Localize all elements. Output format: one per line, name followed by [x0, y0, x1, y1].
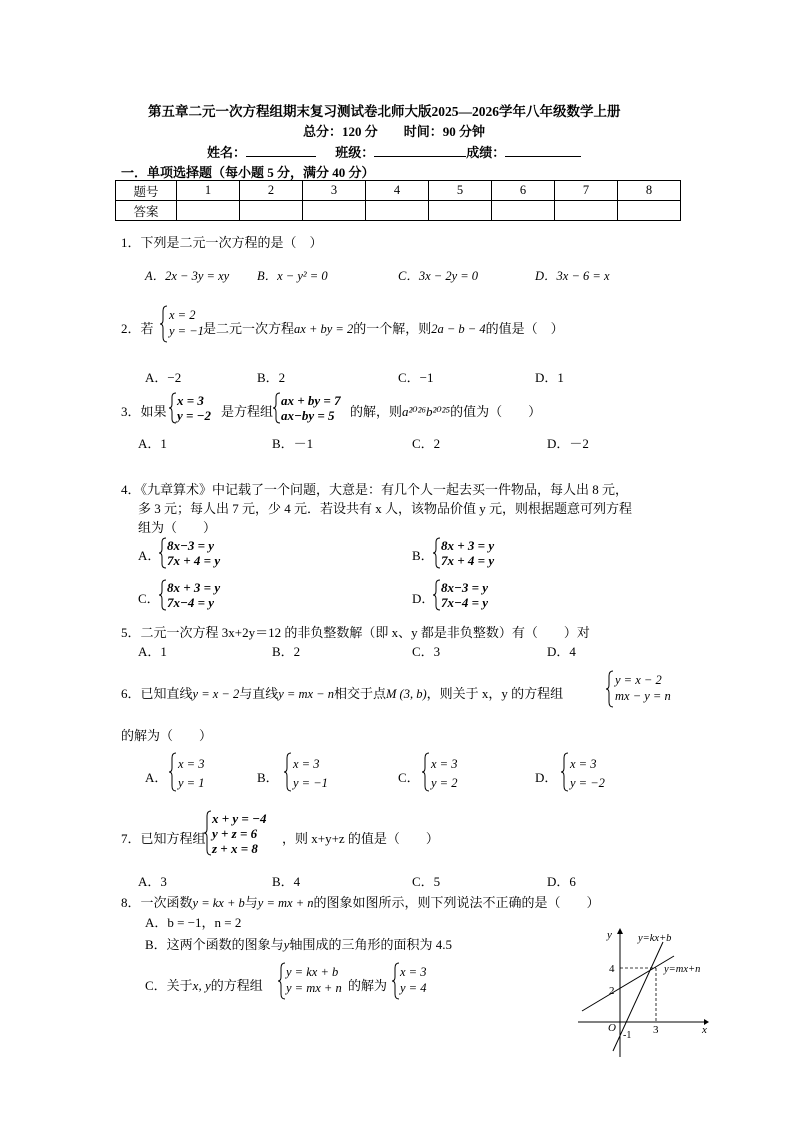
q6-label-b[interactable]: B． [257, 770, 279, 785]
brace-icon [561, 752, 569, 792]
table-row-label: 题号 [116, 181, 177, 201]
q6-text: 6．已知直线y = x − 2与直线y = mx − n相交于点M (3, b)，则关于 x，y 的方程组 [121, 686, 564, 701]
tick-3: 3 [653, 1024, 659, 1036]
x-axis-label: x [702, 1024, 707, 1036]
q3-option-a[interactable]: A．1 [138, 436, 167, 451]
q2-option-b[interactable]: B．2 [257, 370, 286, 385]
q1-stem: 1．下列是二元一次方程的是（ ） [121, 235, 323, 250]
y-axis-arrow-icon [617, 928, 623, 934]
brace-icon [169, 392, 177, 424]
table-cell: 3 [303, 181, 366, 201]
q7-suffix: ，则 x+y+z 的值是（ ） [282, 831, 439, 846]
q1-option-d[interactable]: D．3x − 6 = x [535, 269, 610, 283]
answer-cell[interactable] [555, 201, 618, 221]
table-row-label: 答案 [116, 201, 177, 221]
q8-graph [578, 925, 713, 1060]
q5-option-b[interactable]: B．2 [272, 644, 301, 659]
q1-option-c[interactable]: C．3x − 2y = 0 [398, 269, 479, 283]
q1-option-b[interactable]: B．x − y² = 0 [257, 269, 328, 283]
line-mx-n [582, 956, 674, 1011]
brace-icon [422, 752, 430, 792]
q6-label-c[interactable]: C． [398, 770, 420, 785]
q6-option-a[interactable]: x = 3 y = 1 [178, 757, 205, 790]
q4-option-a[interactable]: 8x−3 = y 7x + 4 = y [167, 538, 221, 568]
q2-option-c[interactable]: C．−1 [398, 370, 434, 385]
q4-line3: 组为（ ） [138, 520, 217, 535]
tick-neg1: -1 [623, 1030, 632, 1041]
q4-line1: 4．《九章算术》中记载了一个问题，大意是：有几个人一起去买一件物品，每人出 8 元， [121, 482, 629, 497]
answer-cell[interactable] [240, 201, 303, 221]
q4-line2: 多 3 元；每人出 7 元，少 4 元．若设共有 x 人，该物品价值 y 元，则根据题意可列方程 [138, 501, 633, 516]
line1-label: y=kx+b [638, 933, 672, 944]
result-blank[interactable] [505, 156, 581, 157]
answer-cell[interactable] [177, 201, 240, 221]
q7-prefix: 7．已知方程组 [121, 831, 206, 846]
q6-line2: 的解为（ ） [121, 728, 213, 743]
table-cell: 1 [177, 181, 240, 201]
name-blank[interactable] [246, 156, 316, 157]
brace-icon [433, 579, 441, 611]
table-cell: 6 [492, 181, 555, 201]
table-cell: 5 [429, 181, 492, 201]
table-cell: 8 [618, 181, 681, 201]
answer-cell[interactable] [303, 201, 366, 221]
q8-option-c[interactable]: C．关于x, y的方程组 [145, 978, 263, 993]
brace-icon [392, 962, 400, 1000]
q2-prefix: 2．若 [121, 321, 154, 336]
q2-option-a[interactable]: A．−2 [145, 370, 182, 385]
q3-option-b[interactable]: B．－1 [272, 436, 314, 451]
q6-option-b[interactable]: x = 3 y = −1 [293, 757, 328, 790]
result-label: 成绩： [466, 145, 506, 160]
q5-option-a[interactable]: A．1 [138, 644, 167, 659]
q3-prefix: 3．如果 [121, 404, 167, 419]
brace-icon [433, 537, 441, 569]
q2-text: 是二元一次方程ax + by = 2的一个解，则2a − b − 4的值是（ ） [203, 321, 564, 336]
brace-icon [606, 670, 614, 708]
q4-label-b[interactable]: B． [412, 548, 434, 563]
q3-mid: 是方程组 [221, 404, 274, 419]
q6-label-d[interactable]: D． [535, 770, 558, 785]
q7-option-b[interactable]: B．4 [272, 874, 301, 889]
brace-icon [284, 752, 292, 792]
brace-icon [159, 537, 167, 569]
q8-c-mid: 的解为 [348, 978, 388, 993]
brace-icon [273, 392, 281, 424]
answer-table [115, 180, 681, 221]
y-axis-label: y [607, 929, 612, 941]
table-cell: 4 [366, 181, 429, 201]
q2-option-d[interactable]: D．1 [535, 370, 564, 385]
q4-label-c[interactable]: C． [138, 591, 160, 606]
q6-system: y = x − 2 mx − y = n [615, 673, 671, 703]
q4-option-b[interactable]: 8x + 3 = y 7x + 4 = y [441, 538, 495, 568]
page-title: 第五章二元一次方程组期末复习测试卷北师大版2025—2026学年八年级数学上册 [148, 104, 621, 119]
line2-label: y=mx+n [664, 964, 701, 975]
q6-option-c[interactable]: x = 3 y = 2 [431, 757, 458, 790]
name-label: 姓名： [207, 145, 247, 160]
origin-label: O [608, 1022, 616, 1034]
q4-label-a[interactable]: A． [138, 548, 161, 563]
answer-cell[interactable] [429, 201, 492, 221]
answer-cell[interactable] [618, 201, 681, 221]
q4-option-c[interactable]: 8x + 3 = y 7x−4 = y [167, 580, 221, 610]
q5-stem: 5．二元一次方程 3x+2y＝12 的非负整数解（即 x、y 都是非负整数）有（ ）对 [121, 625, 590, 640]
brace-icon [169, 752, 177, 792]
q3-option-d[interactable]: D．－2 [547, 436, 589, 451]
q6-option-d[interactable]: x = 3 y = −2 [570, 757, 605, 790]
q4-label-d[interactable]: D． [412, 591, 435, 606]
answer-cell[interactable] [492, 201, 555, 221]
q3-text: 的解，则a²⁰²⁶b²⁰²⁵的值为（ ） [350, 404, 542, 419]
q2-system: x = 2 y = −1 [169, 308, 204, 338]
q3-system2: ax + by = 7 ax−by = 5 [281, 393, 341, 423]
q5-option-d[interactable]: D．4 [547, 644, 576, 659]
brace-icon [278, 962, 286, 1000]
table-cell: 7 [555, 181, 618, 201]
class-blank[interactable] [374, 156, 466, 157]
tick-4: 4 [609, 963, 615, 975]
q8-c-solution: x = 3 y = 4 [400, 965, 427, 995]
tick-2: 2 [609, 985, 615, 997]
section1-heading: 一．单项选择题（每小题 5 分，满分 40 分） [121, 165, 375, 180]
student-info [207, 142, 581, 161]
q6-label-a[interactable]: A． [145, 770, 168, 785]
q7-option-d[interactable]: D．6 [547, 874, 576, 889]
q5-option-c[interactable]: C．3 [412, 644, 441, 659]
q3-system1: x = 3 y = −2 [177, 393, 212, 423]
brace-icon [204, 810, 212, 856]
score-time: 总分：120 分 时间：90 分钟 [303, 124, 486, 139]
q7-option-c[interactable]: C．5 [412, 874, 441, 889]
q7-system: x + y = −4 y + z = 6 z + x = 8 [212, 811, 267, 856]
answer-cell[interactable] [366, 201, 429, 221]
brace-icon [160, 305, 168, 343]
q1-option-a[interactable]: A．2x − 3y = xy [145, 269, 230, 283]
table-cell: 2 [240, 181, 303, 201]
q8-stem: 8．一次函数y = kx + b与y = mx + n的图象如图所示，则下列说法不正确的是（ ） [121, 895, 600, 910]
q8-option-a[interactable]: A．b = −1，n = 2 [145, 915, 242, 930]
q4-option-d[interactable]: 8x−3 = y 7x−4 = y [441, 580, 489, 610]
q8-c-system: y = kx + b y = mx + n [286, 965, 342, 995]
q8-option-b[interactable]: B．这两个函数的图象与y轴围成的三角形的面积为 4.5 [145, 937, 452, 952]
brace-icon [159, 579, 167, 611]
q3-option-c[interactable]: C．2 [412, 436, 441, 451]
q7-option-a[interactable]: A．3 [138, 874, 167, 889]
class-label: 班级： [335, 145, 375, 160]
